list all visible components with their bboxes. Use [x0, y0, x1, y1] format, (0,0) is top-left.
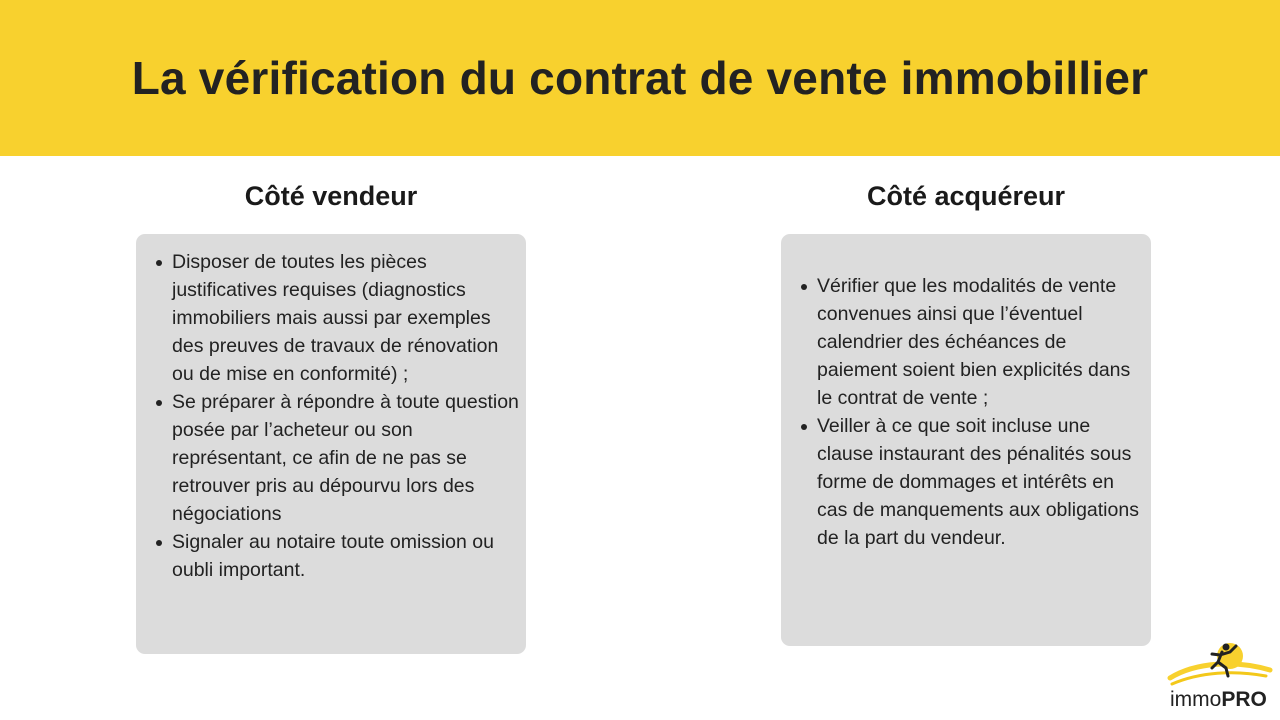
seller-column-title: Côté vendeur: [244, 181, 418, 211]
running-person-logo-icon: [1166, 640, 1274, 692]
title-banner: [0, 0, 1280, 156]
list-item: Disposer de toutes les pièces justificatives requises (diagnostics immobiliers mais aussi par exemples des preuves de travaux de rénovation ou de mise en conformité) ;: [172, 248, 522, 388]
list-item: Veiller à ce que soit incluse une clause instaurant des pénalités sous forme de dommages et intérêts en cas de manquements aux obligations de la part du vendeur.: [817, 412, 1143, 552]
page-title: La vérification du contrat de vente immobillier: [131, 52, 1149, 104]
buyer-card: [781, 234, 1151, 646]
buyer-column-title: Côté acquéreur: [866, 181, 1066, 211]
logo-suffix: PRO: [1221, 688, 1267, 711]
logo-prefix: immo: [1170, 688, 1222, 711]
seller-list: [152, 248, 522, 584]
list-item: Se préparer à répondre à toute question posée par l’acheteur ou son représentant, ce afin de ne pas se retrouver pris au dépourvu lors des négociations: [172, 388, 522, 528]
buyer-list: [797, 272, 1143, 552]
immopro-logo: [1166, 640, 1274, 716]
list-item: Vérifier que les modalités de vente convenues ainsi que l’éventuel calendrier des échéances de paiement soient bien explicités dans le contrat de vente ;: [817, 272, 1143, 412]
logo-wordmark: [1170, 688, 1267, 712]
seller-card: [136, 234, 526, 654]
list-item: Signaler au notaire toute omission ou oubli important.: [172, 528, 522, 584]
